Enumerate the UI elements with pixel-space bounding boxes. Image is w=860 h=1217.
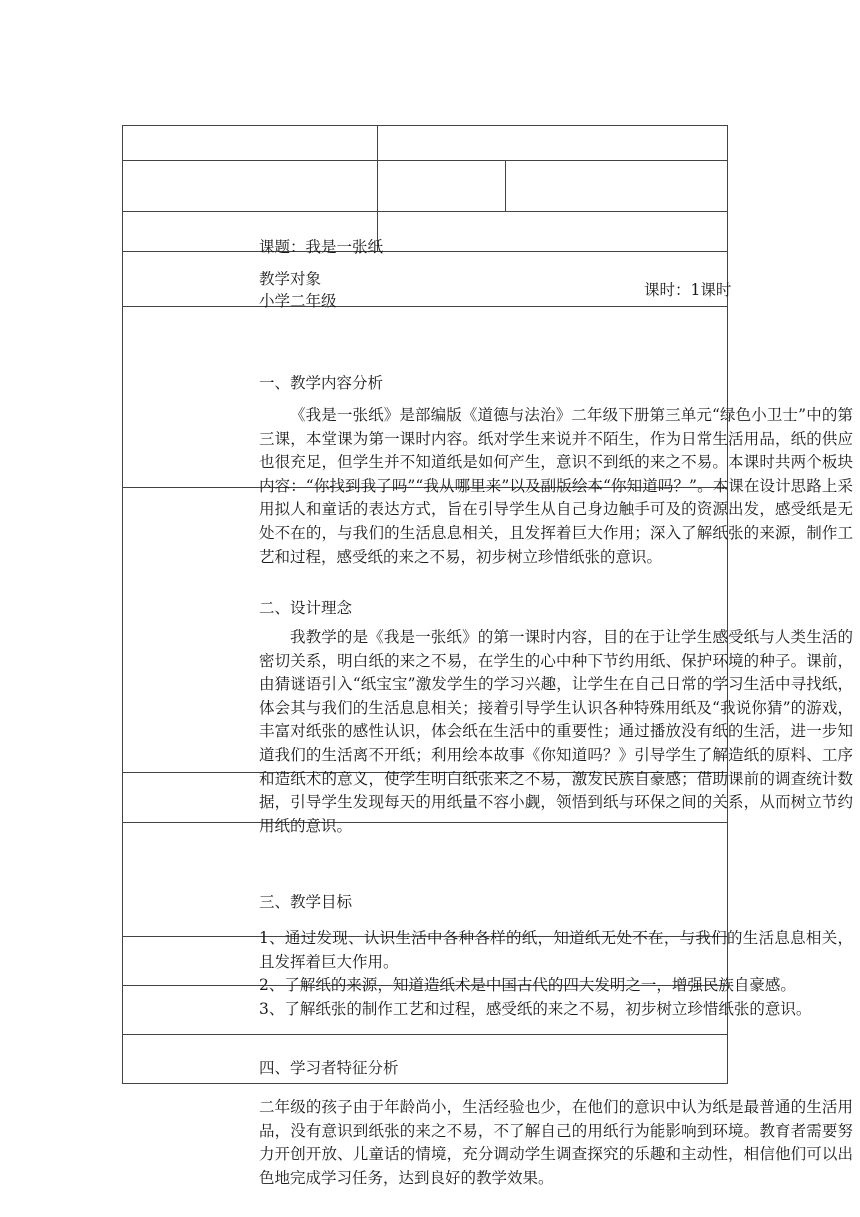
section-heading: 三、教学目标	[259, 893, 353, 911]
table-border-left	[122, 125, 123, 1084]
objectives-list	[259, 927, 853, 1021]
table-row-line	[122, 1034, 728, 1035]
table-row-line	[122, 251, 728, 252]
section-body: 二年级的孩子由于年龄尚小，生活经验也少，在他们的意识中认为纸是最普通的生活用品，没有意识到纸张的来之不易，不了解自己的用纸行为能影响到环境。教育者需要努力开创开放、儿童话的情境，充分调动学生调查探究的乐趣和主动性，相信他们可以出色地完成学习任务，达到良好的教学效果。	[259, 1098, 853, 1187]
list-item: 2、了解纸的来源，知道造纸术是中国古代的四大发明之一，增强民族自豪感。	[259, 976, 796, 995]
table-row-line	[122, 306, 728, 307]
table-row-line	[122, 160, 728, 161]
table-row-line	[122, 1083, 728, 1084]
table-divider-vertical	[377, 125, 378, 251]
table-row-line	[122, 125, 728, 126]
section-heading: 一、教学内容分析	[259, 374, 384, 392]
section-heading: 二、设计理念	[259, 599, 353, 617]
lesson-hours: 课时：1课时	[644, 281, 732, 299]
section-body: 《我是一张纸》是部编版《道德与法治》二年级下册第三单元“绿色小卫士”中的第三课，本堂课为第一课时内容。纸对学生来说并不陌生，作为日常生活用品，纸的供应也很充足，但学生并不知道纸是如何产生，意识不到纸的来之不易。本课时共两个板块内容：“你找到我了吗”“我从哪里来”以及副版绘本“你知道吗？”。本课在设计思路上采用拟人和童话的表达方式，旨在引导学生从自己身边触手可及的资源出发，感受纸是无处不在的，与我们的生活息息相关，且发挥着巨大作用；深入了解纸张的来源，制作工艺和过程，感受纸的来之不易，初步树立珍惜纸张的意识。	[259, 406, 853, 566]
audience-value: 小学二年级	[259, 292, 337, 310]
section-body: 我教学的是《我是一张纸》的第一课时内容，目的在于让学生感受纸与人类生活的密切关系，明白纸的来之不易，在学生的心中种下节约用纸、保护环境的种子。课前，由猜谜语引入“纸宝宝”激发学生的学习兴趣，让学生在自己日常的学习生活中寻找纸，体会其与我们的生活息息相关；接着引导学生认识各种特殊用纸及“我说你猜”的游戏，丰富对纸张的感性认识，体会纸在生活中的重要性；通过播放没有纸的生活，进一步知道我们的生活离不开纸；利用绘本故事《你知道吗？》引导学生了解造纸的原料、工序和造纸术的意义，使学生明白纸张来之不易，激发民族自豪感；借助课前的调查统计数据，引导学生发现每天的用纸量不容小觑，领悟到纸与环保之间的关系，从而树立节约用纸的意识。	[259, 628, 853, 835]
table-divider-vertical	[505, 160, 506, 211]
section-heading: 四、学习者特征分析	[259, 1059, 399, 1077]
audience-label: 教学对象	[259, 270, 322, 288]
lesson-title: 课题：我是一张纸	[259, 238, 384, 256]
table-row-line	[122, 211, 728, 212]
list-item: 1、通过发现、认识生活中各种各样的纸，知道纸无处不在，与我们的生活息息相关，且发挥着巨大作用。	[259, 929, 853, 971]
list-item: 3、了解纸张的制作工艺和过程，感受纸的来之不易，初步树立珍惜纸张的意识。	[259, 999, 812, 1018]
